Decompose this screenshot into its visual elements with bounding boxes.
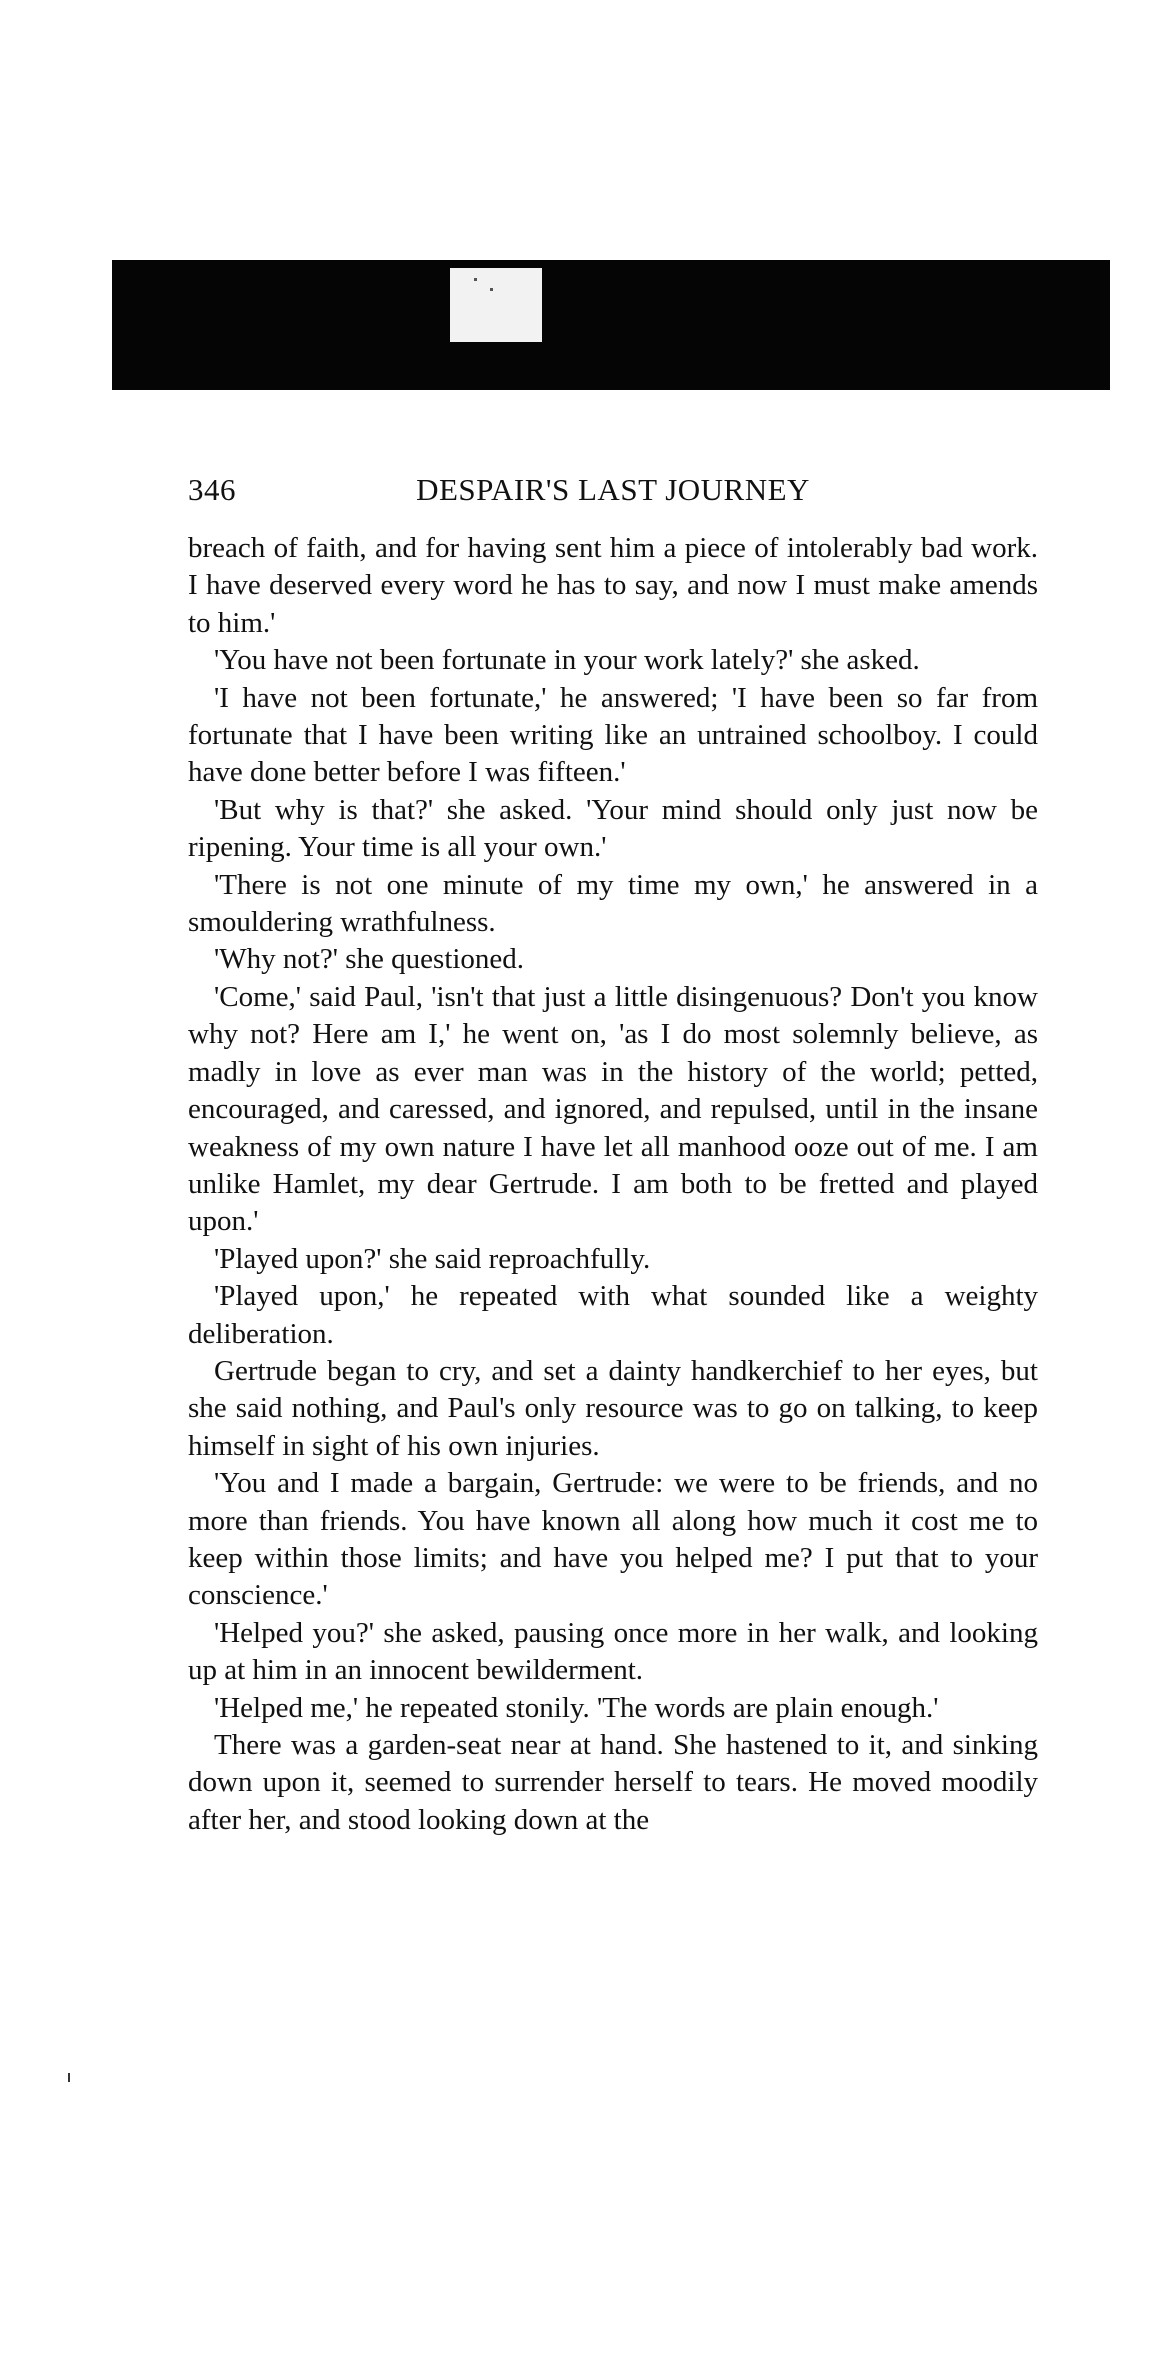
paragraph: 'There is not one minute of my time my own,' he answered in a smouldering wrathfulness. [188, 868, 1038, 939]
scan-border-bar [112, 260, 1110, 390]
paragraph: 'Played upon,' he repeated with what sounded like a weighty deliberation. [188, 1280, 1038, 1350]
paragraph: 'But why is that?' she asked. 'Your mind should only just now be ripening. Your time is all your own.' [188, 793, 1038, 864]
page-number: 346 [188, 472, 236, 507]
page-header [188, 468, 1038, 512]
paragraph: 'Helped you?' she asked, pausing once more in her walk, and looking up at him in an innocent bewilderment. [188, 1616, 1038, 1687]
paragraph: 'Why not?' she questioned. [214, 943, 525, 976]
paragraph: 'I have not been fortunate,' he answered; 'I have been so far from fortunate that I have been writing like an untrained schoolboy. I could have done better before I was fifteen.' [188, 681, 1038, 789]
paragraph: 'Come,' said Paul, 'isn't that just a little disingenuous? Don't you know why not? Here am I,' he went on, 'as I do most solemnly believe, as madly in love as ever man was in the history of the world; petted, encouraged, and caressed, and ignored, and repulsed, until in the insane weakness of my own nature I have let all manhood ooze out of me. I am unlike Hamlet, my dear Gertrude. I am both to be fretted and played upon.' [188, 980, 1038, 1238]
paragraph: 'You and I made a bargain, Gertrude: we were to be friends, and no more than friends. You have known all along how much it cost me to keep within those limits; and have you helped me? I put that to your conscience.' [188, 1467, 1038, 1612]
scan-artifact [450, 268, 542, 342]
body-text [188, 530, 1038, 1839]
running-title: DESPAIR'S LAST JOURNEY [416, 472, 810, 507]
paragraph: 'You have not been fortunate in your work lately?' she asked. [214, 644, 920, 677]
paragraph: 'Played upon?' she said reproachfully. [214, 1242, 651, 1275]
scan-speck [68, 2073, 70, 2082]
paragraph: Gertrude began to cry, and set a dainty handkerchief to her eyes, but she said nothing, and Paul's only resource was to go on talking, to keep himself in sight of his own injuries. [188, 1354, 1038, 1462]
paragraph: 'Helped me,' he repeated stonily. 'The words are plain enough.' [214, 1691, 939, 1724]
paragraph: There was a garden-seat near at hand. She hastened to it, and sinking down upon it, seemed to surrender herself to tears. He moved moodily after her, and stood looking down at the [188, 1729, 1038, 1836]
paragraph: breach of faith, and for having sent him a piece of intolerably bad work. I have deserved every word he has to say, and now I must make amends to him.' [188, 532, 1038, 639]
